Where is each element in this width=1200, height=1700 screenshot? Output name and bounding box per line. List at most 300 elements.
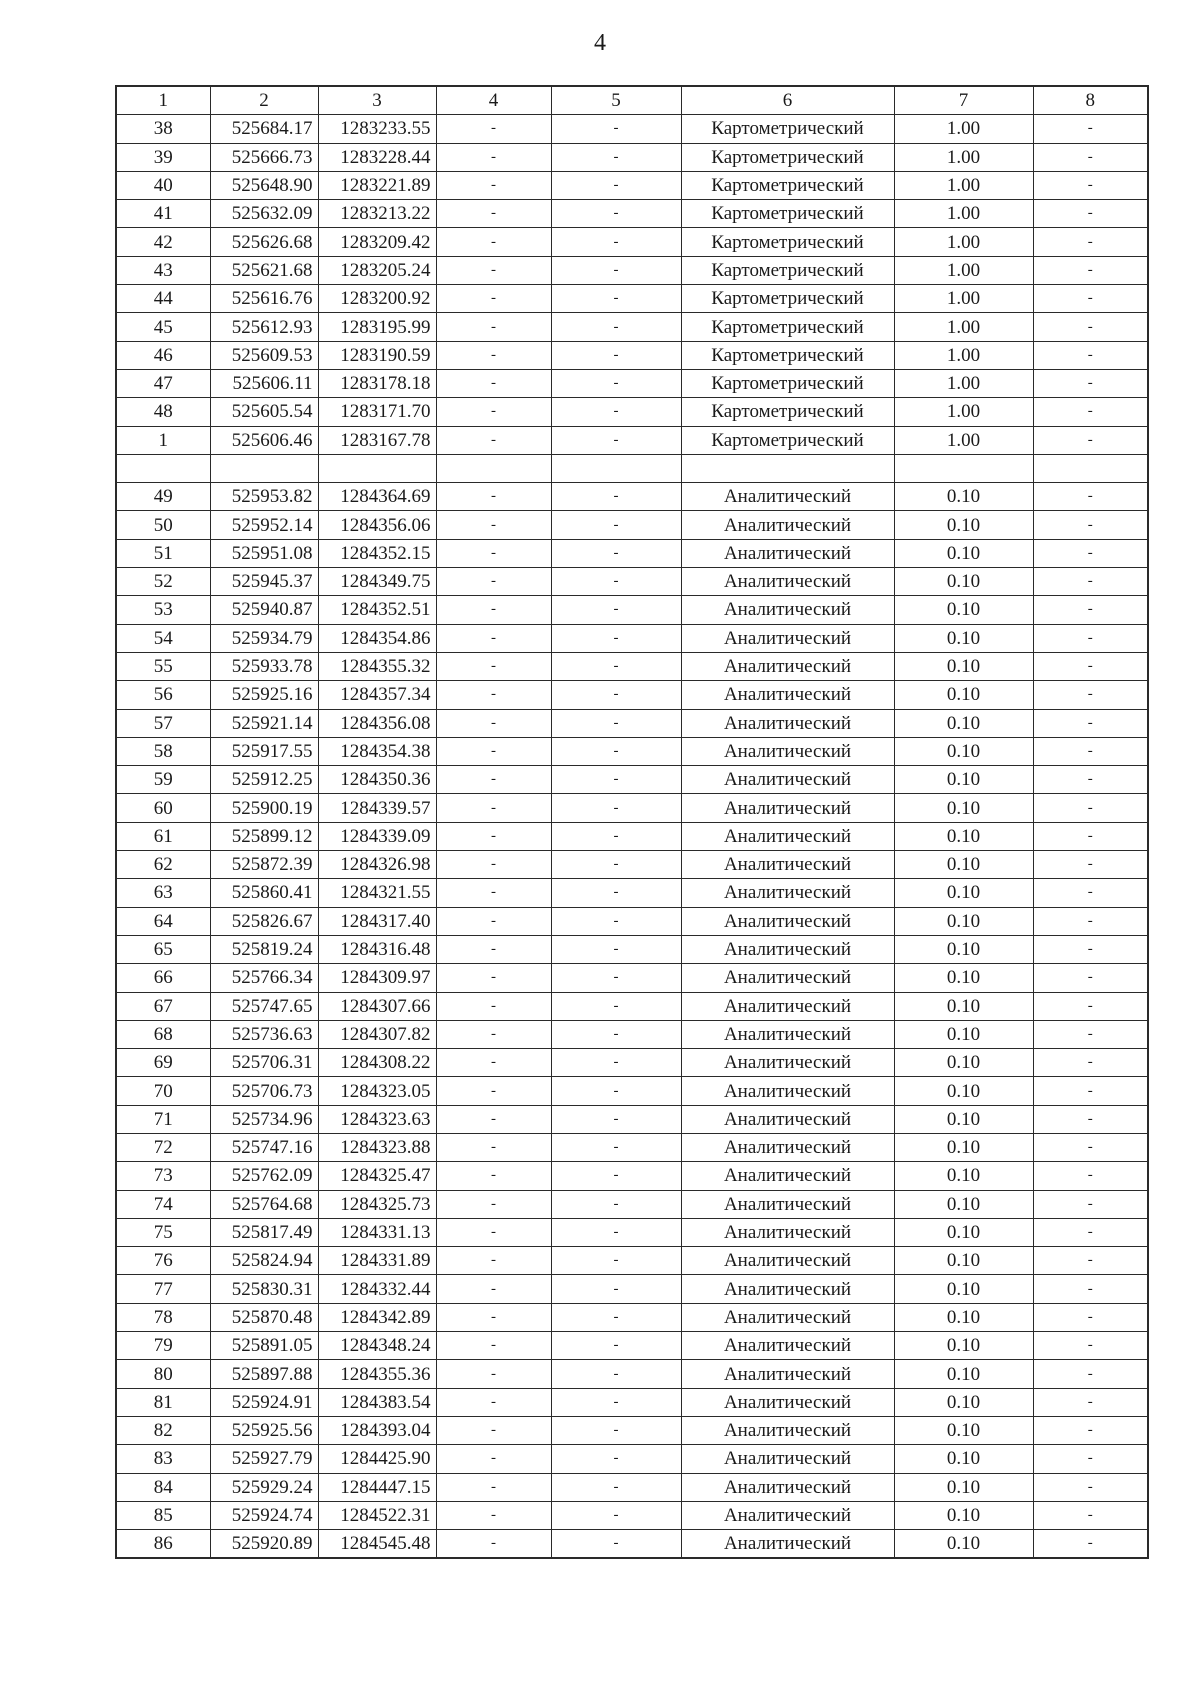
accuracy-cell: [894, 454, 1033, 482]
column-8-cell: -: [1033, 1247, 1148, 1275]
point-number-cell: 58: [116, 737, 210, 765]
column-5-cell: -: [551, 568, 681, 596]
table-header: [116, 86, 1148, 115]
x-coordinate-cell: 525762.09: [210, 1162, 318, 1190]
point-number-cell: 72: [116, 1133, 210, 1161]
column-5-cell: -: [551, 1218, 681, 1246]
column-4-cell: -: [436, 143, 551, 171]
column-8-cell: -: [1033, 1360, 1148, 1388]
x-coordinate-cell: 525924.91: [210, 1388, 318, 1416]
column-4-cell: -: [436, 171, 551, 199]
table-row: [116, 596, 1148, 624]
method-cell: Аналитический: [681, 652, 894, 680]
method-cell: Картометрический: [681, 313, 894, 341]
column-5-cell: -: [551, 115, 681, 143]
method-cell: Картометрический: [681, 341, 894, 369]
table-row: [116, 313, 1148, 341]
column-8-cell: [1033, 454, 1148, 482]
column-4-cell: -: [436, 1501, 551, 1529]
point-number-cell: 70: [116, 1077, 210, 1105]
x-coordinate-cell: 525734.96: [210, 1105, 318, 1133]
point-number-cell: 63: [116, 879, 210, 907]
accuracy-cell: 0.10: [894, 1530, 1033, 1559]
accuracy-cell: 0.10: [894, 737, 1033, 765]
method-cell: Аналитический: [681, 1445, 894, 1473]
point-number-cell: 73: [116, 1162, 210, 1190]
accuracy-cell: 0.10: [894, 568, 1033, 596]
column-8-cell: -: [1033, 794, 1148, 822]
accuracy-cell: 0.10: [894, 1445, 1033, 1473]
point-number-cell: 65: [116, 935, 210, 963]
table-row: [116, 426, 1148, 454]
x-coordinate-cell: 525891.05: [210, 1332, 318, 1360]
column-5-cell: -: [551, 1416, 681, 1444]
method-cell: Аналитический: [681, 624, 894, 652]
accuracy-cell: 0.10: [894, 851, 1033, 879]
table-row: [116, 709, 1148, 737]
column-5-cell: -: [551, 596, 681, 624]
accuracy-cell: 1.00: [894, 143, 1033, 171]
y-coordinate-cell: 1284425.90: [318, 1445, 436, 1473]
x-coordinate-cell: 525925.16: [210, 681, 318, 709]
column-4-cell: -: [436, 1332, 551, 1360]
method-cell: Картометрический: [681, 228, 894, 256]
column-5-cell: -: [551, 341, 681, 369]
accuracy-cell: 1.00: [894, 398, 1033, 426]
point-number-cell: 48: [116, 398, 210, 426]
x-coordinate-cell: 525609.53: [210, 341, 318, 369]
column-8-cell: -: [1033, 1473, 1148, 1501]
table-row: [116, 568, 1148, 596]
method-cell: Аналитический: [681, 1275, 894, 1303]
method-cell: Картометрический: [681, 115, 894, 143]
accuracy-cell: 0.10: [894, 1077, 1033, 1105]
y-coordinate-cell: 1284393.04: [318, 1416, 436, 1444]
accuracy-cell: 0.10: [894, 539, 1033, 567]
point-number-cell: 38: [116, 115, 210, 143]
accuracy-cell: 0.10: [894, 935, 1033, 963]
table-row: [116, 1275, 1148, 1303]
accuracy-cell: 0.10: [894, 511, 1033, 539]
x-coordinate-cell: 525764.68: [210, 1190, 318, 1218]
column-8-cell: -: [1033, 285, 1148, 313]
accuracy-cell: 1.00: [894, 115, 1033, 143]
method-cell: Аналитический: [681, 1077, 894, 1105]
column-8-cell: -: [1033, 1133, 1148, 1161]
column-4-cell: -: [436, 313, 551, 341]
column-5-cell: -: [551, 1133, 681, 1161]
column-5-cell: -: [551, 313, 681, 341]
table-row: [116, 1303, 1148, 1331]
x-coordinate-cell: 525706.73: [210, 1077, 318, 1105]
accuracy-cell: 0.10: [894, 1105, 1033, 1133]
accuracy-cell: 0.10: [894, 1190, 1033, 1218]
accuracy-cell: 0.10: [894, 992, 1033, 1020]
column-8-cell: -: [1033, 737, 1148, 765]
column-4-cell: -: [436, 341, 551, 369]
column-5-cell: -: [551, 1360, 681, 1388]
accuracy-cell: 1.00: [894, 426, 1033, 454]
table-row: [116, 1416, 1148, 1444]
y-coordinate-cell: 1284364.69: [318, 483, 436, 511]
y-coordinate-cell: 1283190.59: [318, 341, 436, 369]
accuracy-cell: 0.10: [894, 1247, 1033, 1275]
accuracy-cell: 0.10: [894, 652, 1033, 680]
accuracy-cell: 1.00: [894, 228, 1033, 256]
accuracy-cell: 0.10: [894, 907, 1033, 935]
x-coordinate-cell: 525747.65: [210, 992, 318, 1020]
y-coordinate-cell: 1284339.57: [318, 794, 436, 822]
column-4-cell: -: [436, 624, 551, 652]
column-4-cell: -: [436, 426, 551, 454]
column-5-cell: -: [551, 1501, 681, 1529]
accuracy-cell: 0.10: [894, 1416, 1033, 1444]
column-4-cell: -: [436, 1388, 551, 1416]
accuracy-cell: 0.10: [894, 1473, 1033, 1501]
method-cell: Аналитический: [681, 596, 894, 624]
method-cell: Картометрический: [681, 171, 894, 199]
y-coordinate-cell: 1284307.66: [318, 992, 436, 1020]
column-4-cell: -: [436, 737, 551, 765]
column-8-cell: -: [1033, 341, 1148, 369]
y-coordinate-cell: 1284331.89: [318, 1247, 436, 1275]
accuracy-cell: 0.10: [894, 1162, 1033, 1190]
column-8-cell: -: [1033, 822, 1148, 850]
x-coordinate-cell: 525952.14: [210, 511, 318, 539]
point-number-cell: 78: [116, 1303, 210, 1331]
accuracy-cell: 1.00: [894, 200, 1033, 228]
method-cell: Аналитический: [681, 483, 894, 511]
point-number-cell: 45: [116, 313, 210, 341]
accuracy-cell: 0.10: [894, 766, 1033, 794]
y-coordinate-cell: [318, 454, 436, 482]
y-coordinate-cell: 1284339.09: [318, 822, 436, 850]
accuracy-cell: 1.00: [894, 369, 1033, 397]
method-cell: Аналитический: [681, 737, 894, 765]
column-5-cell: -: [551, 256, 681, 284]
x-coordinate-cell: 525605.54: [210, 398, 318, 426]
x-coordinate-cell: 525616.76: [210, 285, 318, 313]
column-4-cell: -: [436, 1162, 551, 1190]
x-coordinate-cell: 525684.17: [210, 115, 318, 143]
column-8-cell: -: [1033, 766, 1148, 794]
method-cell: Картометрический: [681, 426, 894, 454]
table-row: [116, 1020, 1148, 1048]
table-row: [116, 964, 1148, 992]
method-cell: Аналитический: [681, 1133, 894, 1161]
column-8-cell: -: [1033, 709, 1148, 737]
table-row: [116, 794, 1148, 822]
point-number-cell: 82: [116, 1416, 210, 1444]
column-5-cell: -: [551, 1303, 681, 1331]
column-5-cell: -: [551, 285, 681, 313]
accuracy-cell: 1.00: [894, 313, 1033, 341]
y-coordinate-cell: 1284355.36: [318, 1360, 436, 1388]
point-number-cell: 59: [116, 766, 210, 794]
method-cell: Картометрический: [681, 369, 894, 397]
x-coordinate-cell: 525830.31: [210, 1275, 318, 1303]
column-4-cell: -: [436, 1360, 551, 1388]
column-8-cell: -: [1033, 539, 1148, 567]
column-8-cell: -: [1033, 1416, 1148, 1444]
method-cell: Аналитический: [681, 1360, 894, 1388]
y-coordinate-cell: 1284352.15: [318, 539, 436, 567]
point-number-cell: 52: [116, 568, 210, 596]
x-coordinate-cell: 525872.39: [210, 851, 318, 879]
y-coordinate-cell: 1284447.15: [318, 1473, 436, 1501]
column-8-cell: -: [1033, 1077, 1148, 1105]
column-8-cell: -: [1033, 313, 1148, 341]
column-4-cell: -: [436, 256, 551, 284]
point-number-cell: 66: [116, 964, 210, 992]
x-coordinate-cell: 525912.25: [210, 766, 318, 794]
x-coordinate-cell: 525766.34: [210, 964, 318, 992]
column-header: 7: [894, 86, 1033, 115]
method-cell: Аналитический: [681, 1049, 894, 1077]
column-5-cell: -: [551, 228, 681, 256]
x-coordinate-cell: 525606.11: [210, 369, 318, 397]
x-coordinate-cell: 525632.09: [210, 200, 318, 228]
column-4-cell: -: [436, 681, 551, 709]
column-5-cell: -: [551, 1162, 681, 1190]
y-coordinate-cell: 1284356.06: [318, 511, 436, 539]
y-coordinate-cell: 1284331.13: [318, 1218, 436, 1246]
table-row: [116, 1133, 1148, 1161]
x-coordinate-cell: 525917.55: [210, 737, 318, 765]
column-4-cell: -: [436, 1247, 551, 1275]
x-coordinate-cell: 525860.41: [210, 879, 318, 907]
accuracy-cell: 0.10: [894, 483, 1033, 511]
y-coordinate-cell: 1284383.54: [318, 1388, 436, 1416]
accuracy-cell: 0.10: [894, 964, 1033, 992]
x-coordinate-cell: 525924.74: [210, 1501, 318, 1529]
column-4-cell: -: [436, 879, 551, 907]
point-number-cell: 77: [116, 1275, 210, 1303]
column-8-cell: -: [1033, 1530, 1148, 1559]
column-8-cell: -: [1033, 1388, 1148, 1416]
x-coordinate-cell: 525921.14: [210, 709, 318, 737]
table-row: [116, 851, 1148, 879]
column-header: 1: [116, 86, 210, 115]
column-8-cell: -: [1033, 964, 1148, 992]
column-4-cell: -: [436, 1445, 551, 1473]
y-coordinate-cell: 1283205.24: [318, 256, 436, 284]
point-number-cell: 60: [116, 794, 210, 822]
column-8-cell: -: [1033, 200, 1148, 228]
method-cell: Аналитический: [681, 1162, 894, 1190]
column-4-cell: -: [436, 1077, 551, 1105]
point-number-cell: 79: [116, 1332, 210, 1360]
method-cell: Аналитический: [681, 1247, 894, 1275]
y-coordinate-cell: 1283209.42: [318, 228, 436, 256]
y-coordinate-cell: 1284323.63: [318, 1105, 436, 1133]
method-cell: Аналитический: [681, 822, 894, 850]
y-coordinate-cell: 1283233.55: [318, 115, 436, 143]
column-5-cell: -: [551, 737, 681, 765]
accuracy-cell: 0.10: [894, 596, 1033, 624]
accuracy-cell: 0.10: [894, 1501, 1033, 1529]
table-row: [116, 1077, 1148, 1105]
y-coordinate-cell: 1284349.75: [318, 568, 436, 596]
table-row-blank: [116, 454, 1148, 482]
column-5-cell: -: [551, 426, 681, 454]
column-4-cell: -: [436, 652, 551, 680]
column-4-cell: -: [436, 907, 551, 935]
point-number-cell: 40: [116, 171, 210, 199]
column-5-cell: -: [551, 822, 681, 850]
x-coordinate-cell: 525951.08: [210, 539, 318, 567]
table-row: [116, 822, 1148, 850]
table-row: [116, 228, 1148, 256]
table-row: [116, 652, 1148, 680]
y-coordinate-cell: 1284323.88: [318, 1133, 436, 1161]
y-coordinate-cell: 1284350.36: [318, 766, 436, 794]
column-5-cell: -: [551, 1077, 681, 1105]
column-4-cell: -: [436, 1473, 551, 1501]
column-5-cell: -: [551, 539, 681, 567]
table-row: [116, 681, 1148, 709]
column-8-cell: -: [1033, 511, 1148, 539]
column-8-cell: -: [1033, 596, 1148, 624]
column-header: 6: [681, 86, 894, 115]
column-8-cell: -: [1033, 1190, 1148, 1218]
header-row: [116, 86, 1148, 115]
table-row: [116, 737, 1148, 765]
y-coordinate-cell: 1284355.32: [318, 652, 436, 680]
table-row: [116, 624, 1148, 652]
table-body: [116, 115, 1148, 1559]
column-5-cell: -: [551, 369, 681, 397]
x-coordinate-cell: 525900.19: [210, 794, 318, 822]
accuracy-cell: 0.10: [894, 822, 1033, 850]
column-5-cell: -: [551, 681, 681, 709]
column-4-cell: -: [436, 483, 551, 511]
accuracy-cell: 0.10: [894, 1218, 1033, 1246]
column-4-cell: -: [436, 115, 551, 143]
method-cell: Аналитический: [681, 964, 894, 992]
accuracy-cell: 0.10: [894, 1020, 1033, 1048]
coordinates-table: [115, 85, 1149, 1559]
table-row: [116, 200, 1148, 228]
x-coordinate-cell: 525826.67: [210, 907, 318, 935]
point-number-cell: 83: [116, 1445, 210, 1473]
x-coordinate-cell: 525927.79: [210, 1445, 318, 1473]
column-header: 4: [436, 86, 551, 115]
x-coordinate-cell: 525945.37: [210, 568, 318, 596]
y-coordinate-cell: 1284321.55: [318, 879, 436, 907]
table-row: [116, 1360, 1148, 1388]
method-cell: Аналитический: [681, 851, 894, 879]
accuracy-cell: 0.10: [894, 1133, 1033, 1161]
column-4-cell: -: [436, 1218, 551, 1246]
method-cell: Картометрический: [681, 200, 894, 228]
table-row: [116, 341, 1148, 369]
column-5-cell: -: [551, 398, 681, 426]
accuracy-cell: 0.10: [894, 1332, 1033, 1360]
table-row: [116, 1049, 1148, 1077]
table-row: [116, 256, 1148, 284]
column-4-cell: -: [436, 822, 551, 850]
point-number-cell: 43: [116, 256, 210, 284]
method-cell: Аналитический: [681, 539, 894, 567]
column-5-cell: -: [551, 1445, 681, 1473]
column-4-cell: -: [436, 1049, 551, 1077]
column-4-cell: -: [436, 285, 551, 313]
column-8-cell: -: [1033, 369, 1148, 397]
x-coordinate-cell: 525747.16: [210, 1133, 318, 1161]
x-coordinate-cell: 525612.93: [210, 313, 318, 341]
column-4-cell: -: [436, 1416, 551, 1444]
column-8-cell: -: [1033, 1105, 1148, 1133]
column-8-cell: -: [1033, 624, 1148, 652]
method-cell: Аналитический: [681, 1303, 894, 1331]
point-number-cell: 67: [116, 992, 210, 1020]
x-coordinate-cell: 525606.46: [210, 426, 318, 454]
table-row: [116, 907, 1148, 935]
y-coordinate-cell: 1284342.89: [318, 1303, 436, 1331]
column-4-cell: -: [436, 964, 551, 992]
x-coordinate-cell: 525934.79: [210, 624, 318, 652]
table-row: [116, 171, 1148, 199]
point-number-cell: 1: [116, 426, 210, 454]
column-5-cell: -: [551, 483, 681, 511]
table-row: [116, 1445, 1148, 1473]
column-8-cell: -: [1033, 1501, 1148, 1529]
accuracy-cell: 0.10: [894, 1388, 1033, 1416]
method-cell: Аналитический: [681, 766, 894, 794]
column-8-cell: -: [1033, 681, 1148, 709]
accuracy-cell: 1.00: [894, 341, 1033, 369]
column-5-cell: -: [551, 1247, 681, 1275]
x-coordinate-cell: 525925.56: [210, 1416, 318, 1444]
y-coordinate-cell: 1283221.89: [318, 171, 436, 199]
column-8-cell: -: [1033, 652, 1148, 680]
column-4-cell: -: [436, 851, 551, 879]
accuracy-cell: 0.10: [894, 794, 1033, 822]
y-coordinate-cell: 1284316.48: [318, 935, 436, 963]
x-coordinate-cell: 525940.87: [210, 596, 318, 624]
method-cell: Аналитический: [681, 568, 894, 596]
table-row: [116, 1105, 1148, 1133]
y-coordinate-cell: 1284354.38: [318, 737, 436, 765]
column-8-cell: -: [1033, 1020, 1148, 1048]
column-8-cell: -: [1033, 851, 1148, 879]
column-4-cell: -: [436, 200, 551, 228]
accuracy-cell: 0.10: [894, 624, 1033, 652]
column-5-cell: -: [551, 766, 681, 794]
table-row: [116, 992, 1148, 1020]
column-5-cell: -: [551, 1020, 681, 1048]
column-header: 5: [551, 86, 681, 115]
column-4-cell: -: [436, 935, 551, 963]
column-8-cell: -: [1033, 228, 1148, 256]
column-4-cell: -: [436, 1133, 551, 1161]
column-header: 8: [1033, 86, 1148, 115]
point-number-cell: 68: [116, 1020, 210, 1048]
x-coordinate-cell: 525824.94: [210, 1247, 318, 1275]
point-number-cell: 42: [116, 228, 210, 256]
method-cell: Аналитический: [681, 1332, 894, 1360]
x-coordinate-cell: 525870.48: [210, 1303, 318, 1331]
method-cell: Картометрический: [681, 398, 894, 426]
method-cell: Аналитический: [681, 1530, 894, 1559]
y-coordinate-cell: 1284323.05: [318, 1077, 436, 1105]
table-row: [116, 1332, 1148, 1360]
column-4-cell: -: [436, 539, 551, 567]
column-4-cell: -: [436, 766, 551, 794]
point-number-cell: 53: [116, 596, 210, 624]
point-number-cell: 56: [116, 681, 210, 709]
